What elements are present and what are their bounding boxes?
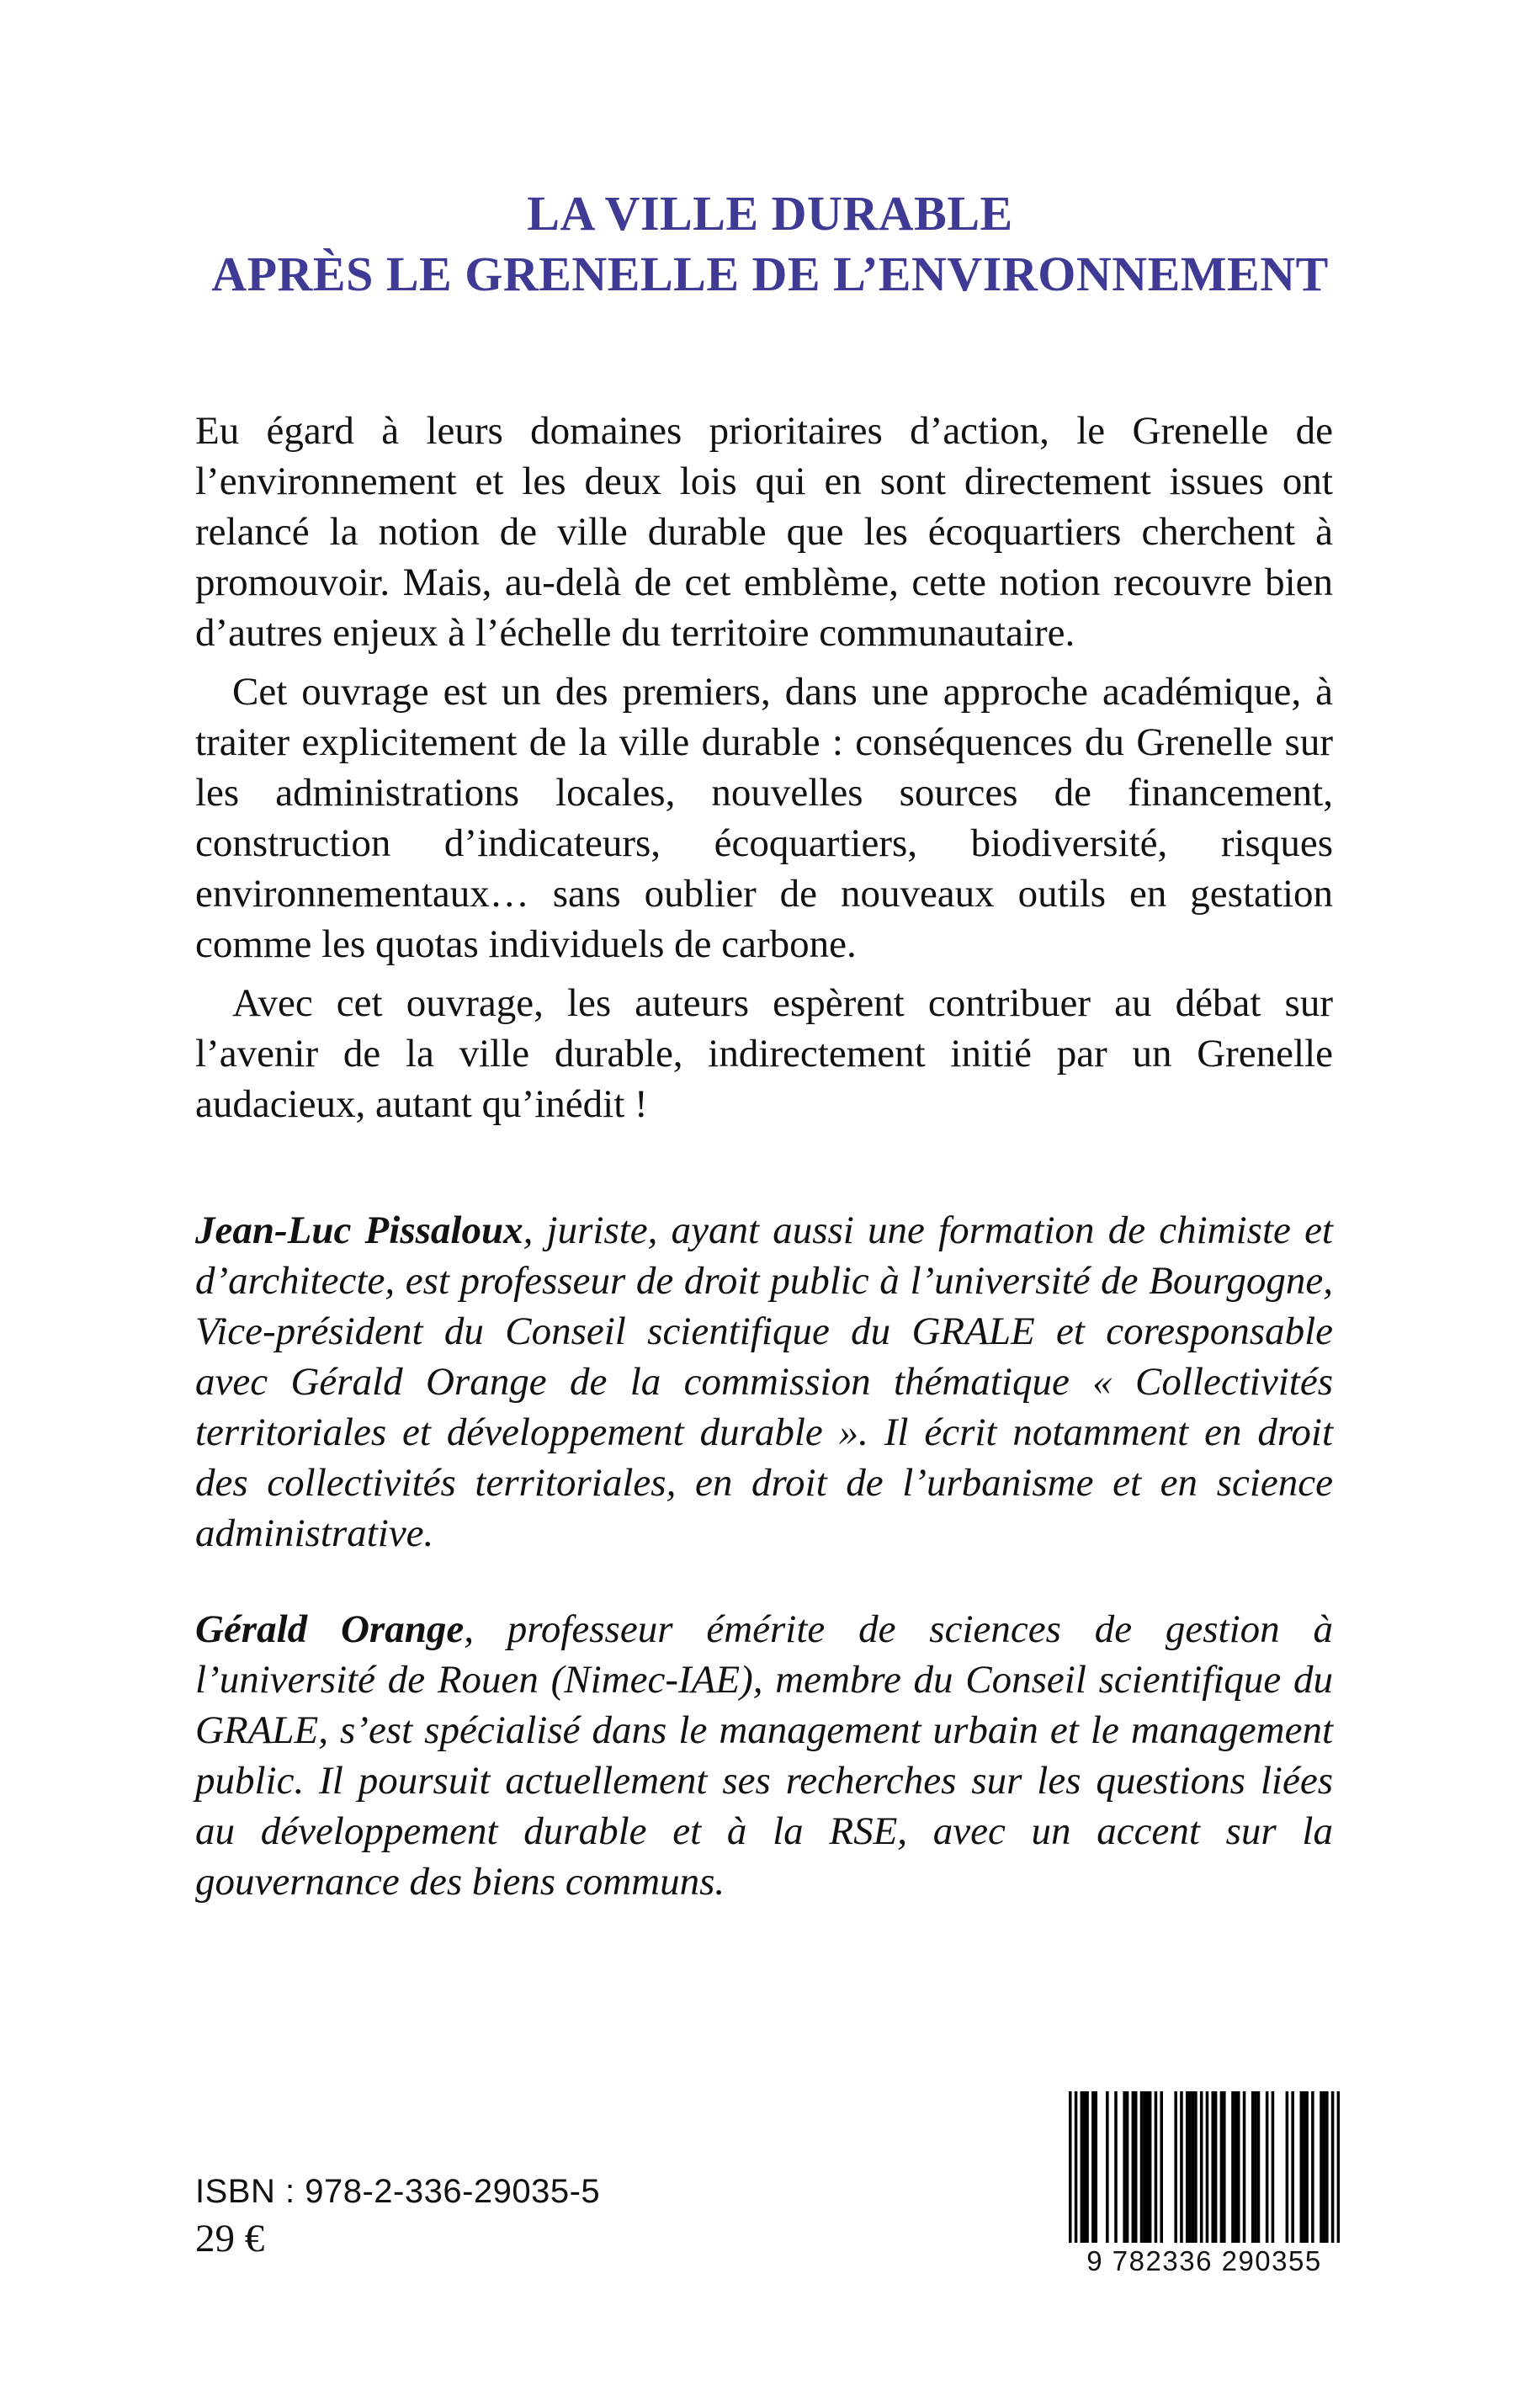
barcode-bar: [1188, 2091, 1192, 2243]
barcode-bar: [1272, 2091, 1275, 2243]
barcode-bars: [1069, 2091, 1340, 2243]
summary-paragraph-3: Avec cet ouvrage, les auteurs espèrent contribuer au débat sur l’avenir de la ville durable, indirectement initié par un Grenelle audacieux, autant qu’inédit !: [195, 981, 1333, 1126]
barcode-bar: [1143, 2091, 1146, 2243]
price: 29 €: [195, 2217, 265, 2260]
barcode-bar: [1123, 2091, 1126, 2243]
barcode-bar: [1337, 2091, 1340, 2243]
author-bio-text-1: , juriste, ayant aussi une formation de chimiste et d’architecte, est professeur de droit public à l’université de Bourgogne, Vice-président du Conseil scientifique du GRALE et coresponsable avec Gérald Orange de la commission thématique « Collectivités territoriales et développement durable ». Il écrit notamment en droit des collectivités territoriales, en droit de l’urbanisme et en science administrative.: [195, 1208, 1333, 1555]
barcode-bar: [1237, 2091, 1240, 2243]
barcode-bar: [1220, 2091, 1224, 2243]
barcode-bar: [1083, 2091, 1086, 2243]
barcode-bar: [1254, 2091, 1257, 2243]
barcode-bar: [1235, 2091, 1238, 2243]
barcode-bar: [1323, 2091, 1326, 2243]
title-line-2: APRÈS LE GRENELLE DE L’ENVIRONNEMENT: [211, 247, 1329, 301]
barcode-bar: [1200, 2091, 1203, 2243]
barcode-bar: [1223, 2091, 1226, 2243]
barcode-bar: [1211, 2091, 1214, 2243]
barcode-bar: [1266, 2091, 1269, 2243]
book-title: [194, 183, 1346, 305]
author-name-1: Jean-Luc Pissaloux: [195, 1208, 523, 1252]
barcode-bar: [1126, 2091, 1129, 2243]
barcode-digits: 9 782336 290355: [1086, 2245, 1322, 2276]
barcode-bar: [1206, 2091, 1209, 2243]
barcode-bar: [1303, 2091, 1306, 2243]
summary-text: [195, 406, 1333, 1138]
barcode-bar: [1320, 2091, 1323, 2243]
barcode-bar: [1075, 2091, 1078, 2243]
barcode-bar: [1305, 2091, 1309, 2243]
author-bio-2: [195, 1604, 1333, 1907]
barcode-bar: [1300, 2091, 1304, 2243]
barcode-bar: [1132, 2091, 1135, 2243]
barcode-bar: [1081, 2091, 1084, 2243]
isbn: ISBN : 978-2-336-29035-5: [195, 2173, 601, 2210]
barcode-bar: [1146, 2091, 1150, 2243]
barcode-bar: [1231, 2091, 1235, 2243]
summary-paragraph-1: Eu égard à leurs domaines prioritaires d’action, le Grenelle de l’environnement et les deux lois qui en sont directement issues ont relancé la notion de ville durable que les écoquartiers cherchent à promouvoir. Mais, au-delà de cet emblème, cette notion recouvre bien d’autres enjeux à l’échelle du territoire communautaire.: [195, 409, 1333, 655]
barcode: [1062, 2091, 1346, 2281]
barcode-bar: [1243, 2091, 1246, 2243]
barcode-bar: [1192, 2091, 1195, 2243]
barcode-bar: [1160, 2091, 1163, 2243]
barcode-bar: [1155, 2091, 1158, 2243]
barcode-bar: [1291, 2091, 1294, 2243]
barcode-bar: [1134, 2091, 1138, 2243]
barcode-bar: [1069, 2091, 1072, 2243]
summary-paragraph-2: Cet ouvrage est un des premiers, dans une approche académique, à traiter explicitement de la ville durable : conséquences du Grenelle sur les administrations locales, nouvelles sources de financement, construction d’indicateurs, écoquartiers, biodiversité, risques environnementaux… sans oublier de nouveaux outils en gestation comme les quotas individuels de carbone.: [195, 670, 1333, 966]
barcode-bar: [1095, 2091, 1098, 2243]
barcode-bar: [1086, 2091, 1089, 2243]
barcode-bar: [1180, 2091, 1183, 2243]
barcode-bar: [1140, 2091, 1144, 2243]
barcode-bar: [1091, 2091, 1095, 2243]
author-name-2: Gérald Orange: [195, 1607, 465, 1651]
barcode-bar: [1186, 2091, 1189, 2243]
barcode-bar: [1194, 2091, 1197, 2243]
barcode-bar: [1149, 2091, 1152, 2243]
author-bio-text-2: , professeur émérite de sciences de gestion à l’université de Rouen (Nimec-IAE), membre du Conseil scientifique du GRALE, s’est spécialisé dans le management urbain et le management public. Il poursuit actuellement ses recherches sur les questions liées au développement durable et à la RSE, avec un accent sur la gouvernance des biens communs.: [195, 1607, 1333, 1904]
barcode-bar: [1214, 2091, 1218, 2243]
barcode-bar: [1257, 2091, 1261, 2243]
barcode-bar: [1251, 2091, 1255, 2243]
barcode-bar: [1174, 2091, 1177, 2243]
barcode-bar: [1311, 2091, 1314, 2243]
barcode-bar: [1331, 2091, 1335, 2243]
barcode-bar: [1286, 2091, 1289, 2243]
barcode-bar: [1325, 2091, 1329, 2243]
title-line-1: LA VILLE DURABLE: [527, 186, 1013, 241]
barcode-bar: [1106, 2091, 1109, 2243]
barcode-bar: [1114, 2091, 1118, 2243]
author-bio-1: [195, 1205, 1333, 1559]
